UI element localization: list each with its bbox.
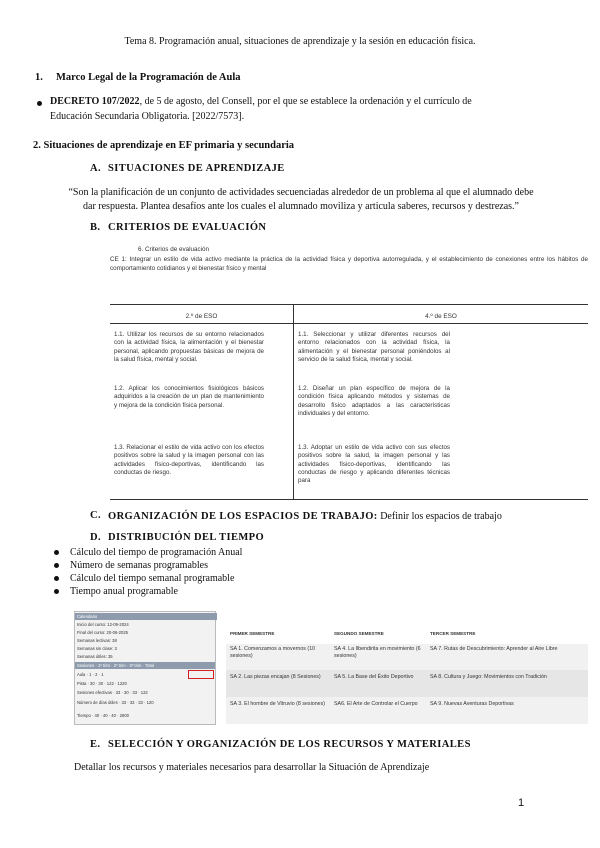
criterion-2eso-2: 1.2. Aplicar los conocimientos fisiológicos básicos adquiridos a la creación de un plan de mantenimiento y mejora de la condición física personal. xyxy=(114,385,264,409)
sub-e-title: SELECCIÓN Y ORGANIZACIÓN DE LOS RECURSOS Y MATERIALES xyxy=(108,739,471,750)
section-1-number: 1. xyxy=(35,72,43,83)
sub-a-title: SITUACIONES DE APRENDIZAJE xyxy=(108,163,285,174)
spreadsheet-row: Semanas sin clase: 3 xyxy=(77,646,117,651)
criterion-4eso-2: 1.2. Diseñar un plan específico de mejora de la condición física aplicando métodos y sistemas de desarrollo físico adaptados a las características individuales y del entorno. xyxy=(298,385,450,417)
list-item: Número de semanas programables xyxy=(52,558,452,571)
annual-time-spreadsheet xyxy=(74,611,216,725)
decree-paragraph: DECRETO 107/2022, de 5 de agosto, del Consell, por el que se establece la ordenación y el currículo de Educación Secundaria Obligatoria. [2022/7573]. xyxy=(50,96,472,122)
header-rule xyxy=(110,323,293,324)
page-number: 1 xyxy=(518,797,525,809)
col-header-2eso: 2.º de ESO xyxy=(185,313,218,320)
spreadsheet-header-row: Sesiones · 1º trim · 2º trim · 3º trim · Total xyxy=(75,662,215,669)
semester-cell: SA 2. Las piezas encajan (8 Sesiones) xyxy=(230,674,321,680)
semester-cell: SA 3. El hombre de Vitruvio (8 sesiones) xyxy=(230,701,325,707)
criterion-2eso-3: 1.3. Relacionar el estilo de vida activo con los efectos positivos sobre la salud y la imagen personal con las actividades físico-deportivas, identificando las conductas de riesgo. xyxy=(114,444,264,476)
spreadsheet-row: Final del curso: 20-06-2025 xyxy=(77,630,128,635)
criteria-heading: 6. Criterios de evaluación xyxy=(138,246,210,253)
document-title: Tema 8. Programación anual, situaciones de aprendizaje y la sesión en educación física. xyxy=(124,36,476,47)
header-rule xyxy=(294,323,588,324)
competence-text: CE 1: Integrar un estilo de vida activo mediante la práctica de la actividad física y deportiva autorregulada, y el establecimiento de conexiones entre los hábitos de comportamiento cotidianos y el bienestar físico y mental xyxy=(110,256,588,272)
bullet-icon xyxy=(37,101,42,106)
semester-cell: SA 1. Comenzamos a movernos (10 sesiones) xyxy=(230,646,316,659)
spreadsheet-row: Inicio del curso: 12-09-2024 xyxy=(77,622,129,627)
sub-e-text: Detallar los recursos y materiales necesarios para desarrollar la Situación de Aprendizaje xyxy=(74,762,430,773)
sub-b-title: CRITERIOS DE EVALUACIÓN xyxy=(108,222,267,233)
spreadsheet-row: Sesiones efectivas · 33 · 30 · 33 · 122 xyxy=(77,690,148,695)
semester-cell: SA 5. La Base del Éxito Deportivo xyxy=(334,674,414,680)
sub-c-rest: Definir los espacios de trabajo xyxy=(377,511,502,522)
semesters-table xyxy=(226,622,588,724)
criterion-4eso-1: 1.1. Seleccionar y utilizar diferentes recursos del entorno relacionados con la actividad física, la alimentación y el bienestar personal poniéndolos al servicio de la salud física, mental y social. xyxy=(298,331,450,363)
list-item: Cálculo del tiempo semanal programable xyxy=(52,571,452,584)
semester-cell: SA 7. Rutas de Descubrimiento: Aprender al Aire Libre xyxy=(430,646,558,652)
time-distribution-list xyxy=(52,545,452,597)
sub-d-letter: D. xyxy=(90,532,102,543)
bullet-icon xyxy=(54,589,59,594)
spreadsheet-row: Calendario xyxy=(75,613,217,620)
spreadsheet-row: Semanas útiles: 35 xyxy=(77,654,113,659)
spreadsheet-row: Número de días útiles · 33 · 33 · 33 · 120 xyxy=(77,700,154,705)
semester-header-2: SEGUNDO SEMESTRE xyxy=(334,631,384,636)
section-2-title: 2. Situaciones de aprendizaje en EF primaria y secundaria xyxy=(33,140,295,151)
table-divider xyxy=(293,305,294,499)
list-item: Tiempo anual programable xyxy=(52,584,452,597)
semester-cell: SA6. El Arte de Controlar el Cuerpo xyxy=(334,701,418,707)
bullet-icon xyxy=(54,576,59,581)
semester-header-1: PRIMER SEMESTRE xyxy=(230,631,275,636)
bullet-icon xyxy=(54,550,59,555)
criterion-2eso-1: 1.1. Utilizar los recursos de su entorno relacionados con la actividad física, la alimentación y el bienestar personal, aplicando propuestas básicas de mejora de la salud física, mental y social. xyxy=(114,331,264,363)
sub-a-letter: A. xyxy=(90,163,102,174)
section-1-title: Marco Legal de la Programación de Aula xyxy=(56,72,241,83)
semesters-header-row xyxy=(226,622,588,645)
bullet-icon xyxy=(54,563,59,568)
spreadsheet-row: Aula · 1 · 2 · 1 xyxy=(77,672,104,677)
sub-c-line xyxy=(108,509,502,524)
col-header-4eso: 4.º de ESO xyxy=(425,313,457,320)
criterion-4eso-3: 1.3. Adoptar un estilo de vida activo con sus efectos positivos sobre la salud, la imagen personal y las actividades físico-deportivas, identificando las conductas de riesgo y aplicando diferentes técnicas para xyxy=(298,444,450,485)
semester-cell: SA 8. Cultura y Juego: Movimientos con Tradición xyxy=(430,674,547,680)
spreadsheet-row: Tiempo · 40 · 40 · 40 · 2800 xyxy=(77,713,129,718)
highlight-box xyxy=(188,670,214,679)
criteria-table xyxy=(110,304,588,500)
sub-e-letter: E. xyxy=(90,739,101,750)
sub-c-title: ORGANIZACIÓN DE LOS ESPACIOS DE TRABAJO: xyxy=(108,511,378,522)
semester-cell: SA 4. La Ilbendirita en movimiento (6 sesiones) xyxy=(334,646,421,659)
learning-situation-quote: “Son la planificación de un conjunto de actividades secuenciadas alrededor de un problema al que el alumnado debe dar respuesta. Plantea desafíos ante los cuales el alumnado moviliza y articula saberes, recursos y destrezas.” xyxy=(68,187,534,212)
list-item: Cálculo del tiempo de programación Anual xyxy=(52,545,452,558)
decree-name: DECRETO 107/2022 xyxy=(50,96,140,107)
evaluation-criteria-image xyxy=(110,244,588,500)
sub-d-title: DISTRIBUCIÓN DEL TIEMPO xyxy=(108,532,265,543)
spreadsheet-row: Pista · 30 · 30 · 122 · 1220 xyxy=(77,681,127,686)
spreadsheet-row: Semanas lectivas: 38 xyxy=(77,638,117,643)
sub-b-letter: B. xyxy=(90,222,101,233)
sub-c-letter: C. xyxy=(90,510,102,521)
semester-cell: SA 9. Nuevas Aventuras Deportivas xyxy=(430,701,514,707)
semester-header-3: TERCER SEMESTRE xyxy=(430,631,476,636)
